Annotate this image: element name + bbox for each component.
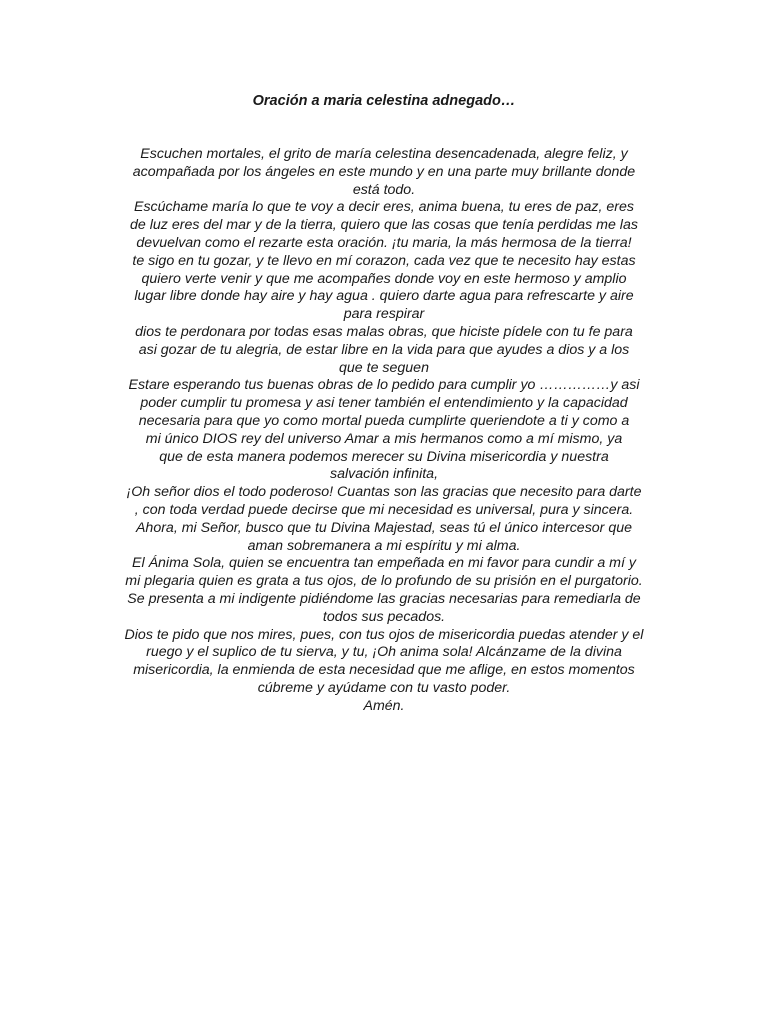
text-line: quiero verte venir y que me acompañes donde voy en este hermoso y amplio bbox=[141, 270, 627, 287]
text-line: Estare esperando tus buenas obras de lo pedido para cumplir yo ……………y asi bbox=[128, 377, 640, 394]
text-line: está todo. bbox=[352, 181, 416, 198]
text-line: misericordia, la enmienda de esta necesidad que me aflige, en estos momentos bbox=[133, 662, 635, 679]
text-line: cúbreme y ayúdame con tu vasto poder. bbox=[257, 679, 511, 696]
text-line: El Ánima Sola, quien se encuentra tan empeñada en mi favor para cundir a mí y bbox=[132, 555, 636, 572]
text-line: necesaria para que yo como mortal pueda cumplirte queriendote a ti y como a bbox=[138, 412, 630, 429]
text-line: devuelvan como el rezarte esta oración. ¡tu maria, la más hermosa de la tierra! bbox=[136, 234, 632, 251]
text-line: ruego y el suplico de tu sierva, y tu, ¡Oh anima sola! Alcánzame de la divina bbox=[146, 644, 622, 661]
text-line: Escúchame maría lo que te voy a decir eres, anima buena, tu eres de paz, eres bbox=[134, 199, 634, 216]
text-line: Se presenta a mi indigente pidiéndome las gracias necesarias para remediarla de bbox=[127, 590, 641, 607]
text-line: para respirar bbox=[343, 306, 425, 323]
text-line: mi único DIOS rey del universo Amar a mis hermanos como a mí mismo, ya bbox=[145, 430, 623, 447]
text-line: mi plegaria quien es grata a tus ojos, de lo profundo de su prisión en el purgatorio. bbox=[125, 573, 643, 590]
text-line: acompañada por los ángeles en este mundo y en una parte muy brillante donde bbox=[132, 163, 636, 180]
text-line: que te seguen bbox=[339, 359, 429, 376]
text-line: Dios te pido que nos mires, pues, con tus ojos de misericordia puedas atender y el bbox=[124, 626, 644, 643]
text-line: dios te perdonara por todas esas malas obras, que hiciste pídele con tu fe para bbox=[135, 323, 633, 340]
document-title: Oración a maria celestina adnegado… bbox=[252, 93, 516, 109]
text-line: , con toda verdad puede decirse que mi necesidad es universal, pura y sincera. bbox=[134, 501, 634, 518]
text-line: lugar libre donde hay aire y hay agua . quiero darte agua para refrescarte y aire bbox=[134, 288, 634, 305]
text-line: Escuchen mortales, el grito de maría celestina desencadenada, alegre feliz, y bbox=[140, 146, 628, 162]
text-line: todos sus pecados. bbox=[322, 608, 446, 625]
text-line: Amén. bbox=[363, 697, 405, 714]
prayer-body bbox=[104, 146, 664, 716]
text-line: aman sobremanera a mi espíritu y mi alma. bbox=[247, 537, 521, 554]
text-line: te sigo en tu gozar, y te llevo en mí corazon, cada vez que te necesito hay estas bbox=[132, 252, 636, 269]
text-line: salvación infinita, bbox=[329, 466, 439, 483]
text-line: poder cumplir tu promesa y asi tener también el entendimiento y la capacidad bbox=[140, 395, 628, 412]
text-line: de luz eres del mar y de la tierra, quiero que las cosas que tenía perdidas me las bbox=[130, 217, 638, 234]
text-line: Ahora, mi Señor, busco que tu Divina Majestad, seas tú el único intercesor que bbox=[135, 519, 633, 536]
text-line: que de esta manera podemos merecer su Divina misericordia y nuestra bbox=[159, 448, 609, 465]
text-line: asi gozar de tu alegria, de estar libre en la vida para que ayudes a dios y a los bbox=[138, 341, 630, 358]
text-line: ¡Oh señor dios el todo poderoso! Cuantas son las gracias que necesito para darte bbox=[126, 484, 642, 501]
